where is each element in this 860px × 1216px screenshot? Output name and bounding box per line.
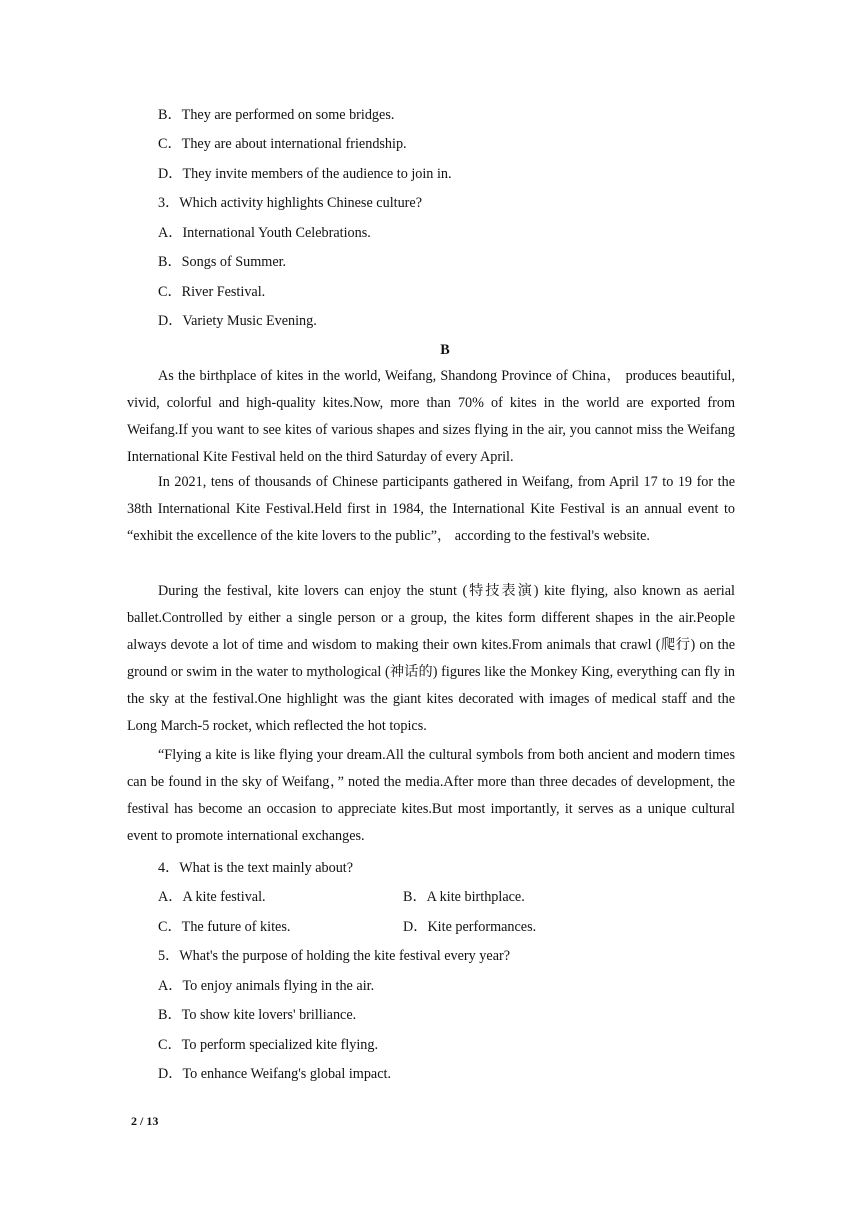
question-4-stem: 4．What is the text mainly about? [158,860,354,876]
option-letter: C． [158,1037,182,1053]
option-2c [158,135,407,153]
option-3d [158,312,317,330]
option-text: Variety Music Evening. [182,313,317,329]
option-text: Songs of Summer. [181,254,287,270]
passage-paragraph-2: In 2021, tens of thousands of Chinese participants gathered in Weifang, from April 17 to 19 for the 38th International Kite Festival.Held first in 1984, the International Kite Festival is an annual event to “exhibit the excellence of the kite lovers to the public”， according to the festival's website. [127,474,735,544]
option-4b [403,888,525,906]
option-5d [158,1065,391,1083]
option-5a [158,977,374,995]
option-letter: D． [158,313,183,329]
option-text: They invite members of the audience to join in. [182,166,452,182]
option-4d [403,918,536,936]
option-letter: A． [158,889,183,905]
option-letter: B． [158,254,182,270]
option-letter: B． [158,1007,182,1023]
page-number: 2 / 13 [131,1114,159,1128]
option-5b [158,1006,356,1024]
option-text: They are about international friendship. [181,136,407,152]
passage-paragraph-1: As the birthplace of kites in the world, Weifang, Shandong Province of China， produces beautiful, vivid, colorful and high-quality kites.Now, more than 70% of kites in the world are exported from Weifang.If you want to see kites of various shapes and sizes flying in the air, you cannot miss the Weifang International Kite Festival held on the third Saturday of every April. [127,368,735,465]
option-text: Kite performances. [427,919,537,935]
option-5c [158,1036,378,1054]
option-3a [158,224,371,242]
option-3b [158,253,286,271]
option-4c [158,918,290,936]
option-text: To enjoy animals flying in the air. [182,978,375,994]
question-3-stem: 3．Which activity highlights Chinese culture? [158,195,422,211]
option-letter: C． [158,136,182,152]
option-text: The future of kites. [181,919,291,935]
option-text: To show kite lovers' brilliance. [181,1007,357,1023]
option-3c [158,283,265,301]
option-4a [158,888,266,906]
option-letter: B． [158,107,182,123]
option-text: To enhance Weifang's global impact. [182,1066,392,1082]
option-text: International Youth Celebrations. [182,225,371,241]
option-letter: C． [158,284,182,300]
option-text: River Festival. [181,284,266,300]
question-5-stem: 5．What's the purpose of holding the kite festival every year? [158,948,511,964]
section-b-title: B [440,342,450,358]
option-letter: C． [158,919,182,935]
option-letter: D． [158,166,183,182]
option-letter: B． [403,889,427,905]
option-text: To perform specialized kite flying. [181,1037,379,1053]
passage-paragraph-3: During the festival, kite lovers can enjoy the stunt (特技表演) kite flying, also known as aerial ballet.Controlled by either a single person or a group, the kites form different shapes in the air.People always devote a lot of time and wisdom to making their own kites.From animals that crawl (爬行) on the ground or swim in the water to mythological (神话的) figures like the Monkey King, everything can fly in the sky at the festival.One highlight was the giant kites decorated with images of medical staff and the Long March-5 rocket, which reflected the hot topics. [127,583,735,734]
option-text: A kite birthplace. [426,889,525,905]
passage-paragraph-4: “Flying a kite is like flying your dream.All the cultural symbols from both ancient and modern times can be found in the sky of Weifang，” noted the media.After more than three decades of development, the festival has become an occasion to appreciate kites.But most importantly, it serves as a unique cultural event to promote international exchanges. [127,747,735,844]
option-text: They are performed on some bridges. [181,107,395,123]
option-text: A kite festival. [182,889,266,905]
option-letter: D． [403,919,428,935]
option-letter: A． [158,978,183,994]
option-2b [158,106,394,124]
option-letter: A． [158,225,183,241]
option-letter: D． [158,1066,183,1082]
option-2d [158,165,452,183]
